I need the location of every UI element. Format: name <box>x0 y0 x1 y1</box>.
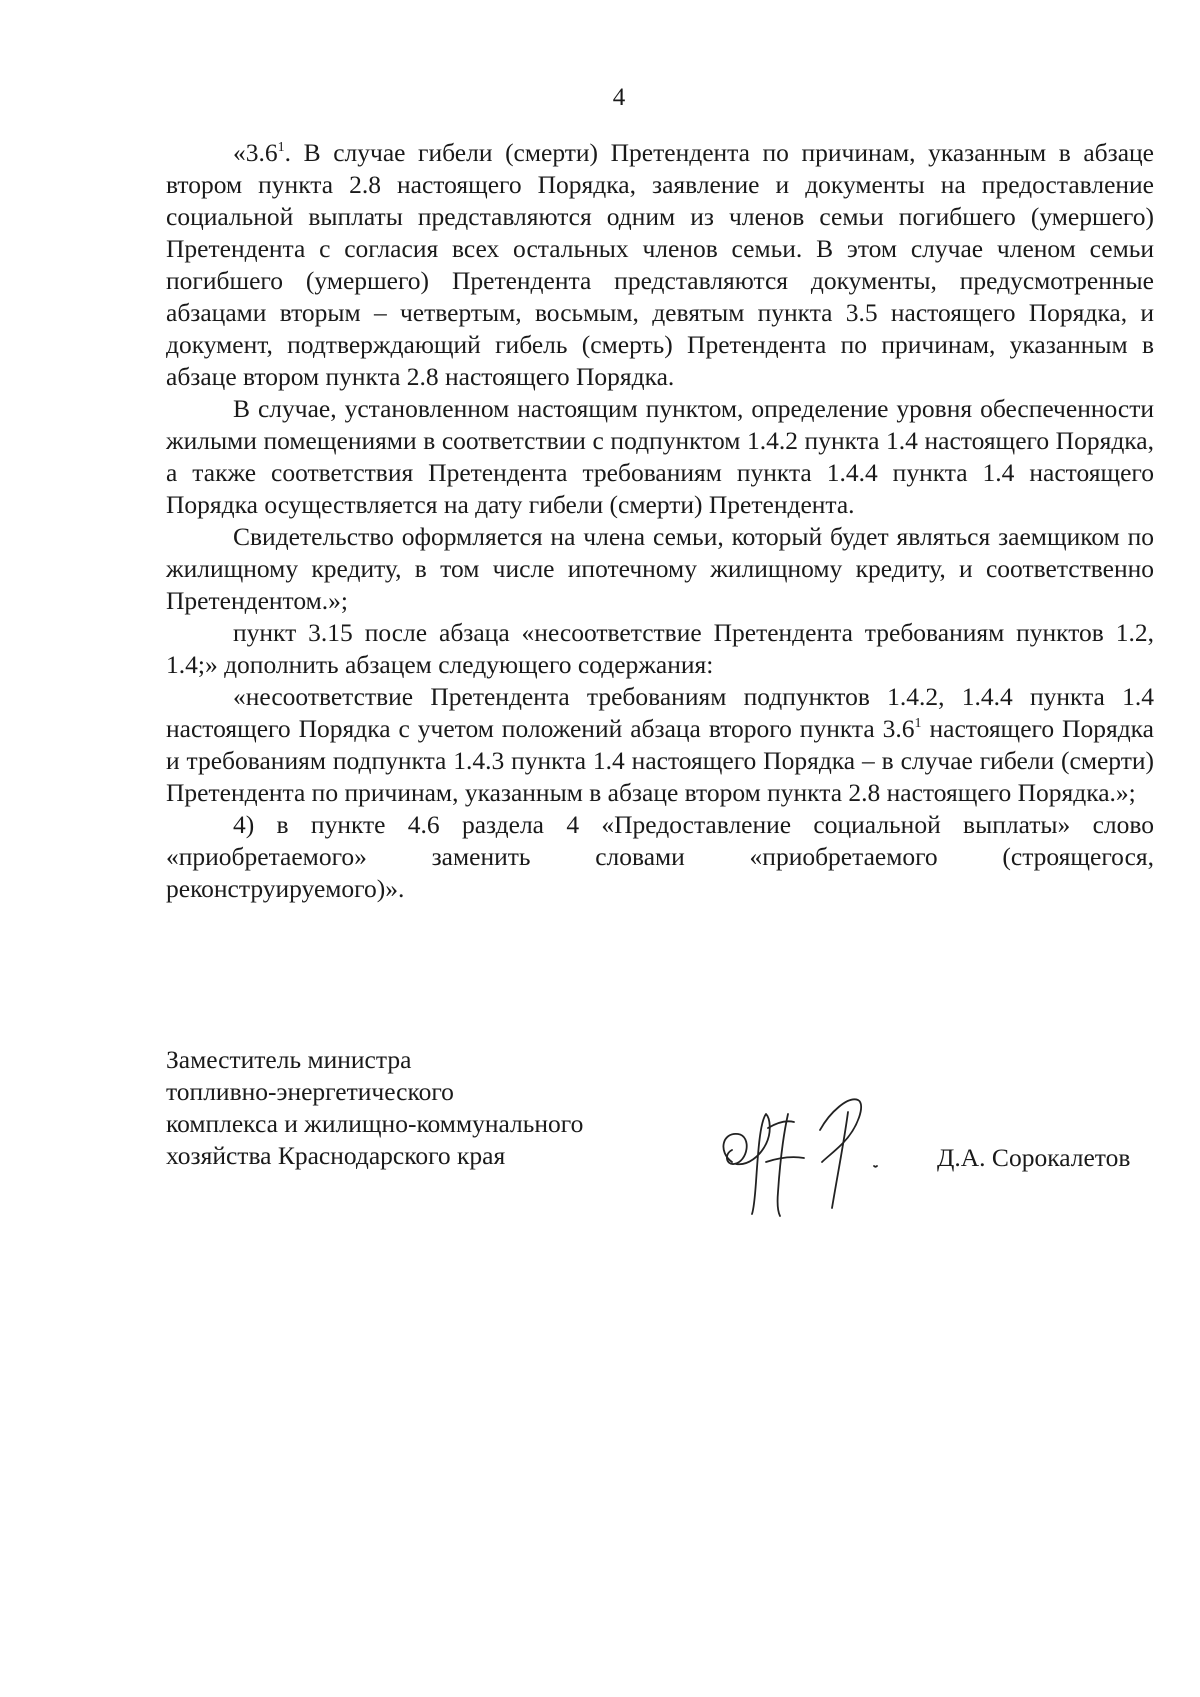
document-body <box>166 137 1154 905</box>
paragraph: Свидетельство оформляется на члена семьи, который будет являться заемщиком по жилищному кредиту, в том числе ипотечному жилищному кредиту, и соответственно Претендентом.»; <box>166 522 1154 615</box>
paragraph-clause-3-6-1 <box>166 137 1154 393</box>
page-number: 4 <box>612 84 626 111</box>
paragraph: пункт 3.15 после абзаца «несоответствие Претендента требованиям пунктов 1.2, 1.4;» дополнить абзацем следующего содержания: <box>166 618 1154 679</box>
position-line: хозяйства Краснодарского края <box>166 1141 506 1170</box>
signer-name: Д.А. Сорокалетов <box>937 1143 1131 1172</box>
paragraph <box>166 681 1154 809</box>
clause-number: «3.6 <box>233 138 278 167</box>
position-line: комплекса и жилищно-коммунального <box>166 1109 584 1138</box>
paragraph: В случае, установленном настоящим пунктом, определение уровня обеспеченности жилыми помещениями в соответствии с подпунктом 1.4.2 пункта 1.4 настоящего Порядка, а также соответствия Претендента требованиям пункта 1.4.4 пункта 1.4 настоящего Порядка осуществляется на дату гибели (смерти) Претендента. <box>166 394 1154 519</box>
paragraph: 4) в пункте 4.6 раздела 4 «Предоставление социальной выплаты» слово «приобретаемого» заменить словами «приобретаемого (строящегося, реконструируемого)». <box>166 810 1154 903</box>
paragraph-text: . В случае гибели (смерти) Претендента по причинам, указанным в абзаце втором пункта 2.8 настоящего Порядка, заявление и документы на предоставление социальной выплаты представляются одним из членов семьи погибшего (умершего) Претендента с согласия всех остальных членов семьи. В этом случае членом семьи погибшего (умершего) Претендента представляются документы, предусмотренные абзацами вторым – четвертым, восьмым, девятым пункта 3.5 настоящего Порядка, и документ, подтверждающий гибель (смерть) Претендента по причинам, указанным в абзаце втором пункта 2.8 настоящего Порядка. <box>166 138 1154 391</box>
position-line: Заместитель министра <box>166 1045 412 1074</box>
paragraph-text: настоящего Порядка и требованиям подпункта 1.4.3 пункта 1.4 настоящего Порядка – в случае гибели (смерти) Претендента по причинам, указанным в абзаце втором пункта 2.8 настоящего Порядка.»; <box>166 714 1154 807</box>
position-line: топливно-энергетического <box>166 1077 454 1106</box>
signatory-position <box>166 1044 583 1172</box>
paragraph-text: «несоответствие Претендента требованиям подпунктов 1.4.2, 1.4.4 пункта 1.4 настоящего Порядка с учетом положений абзаца второго пункта 3.6 <box>166 682 1154 743</box>
handwritten-signature <box>708 1092 908 1222</box>
superscript: 1 <box>277 140 285 155</box>
superscript: 1 <box>914 716 922 731</box>
